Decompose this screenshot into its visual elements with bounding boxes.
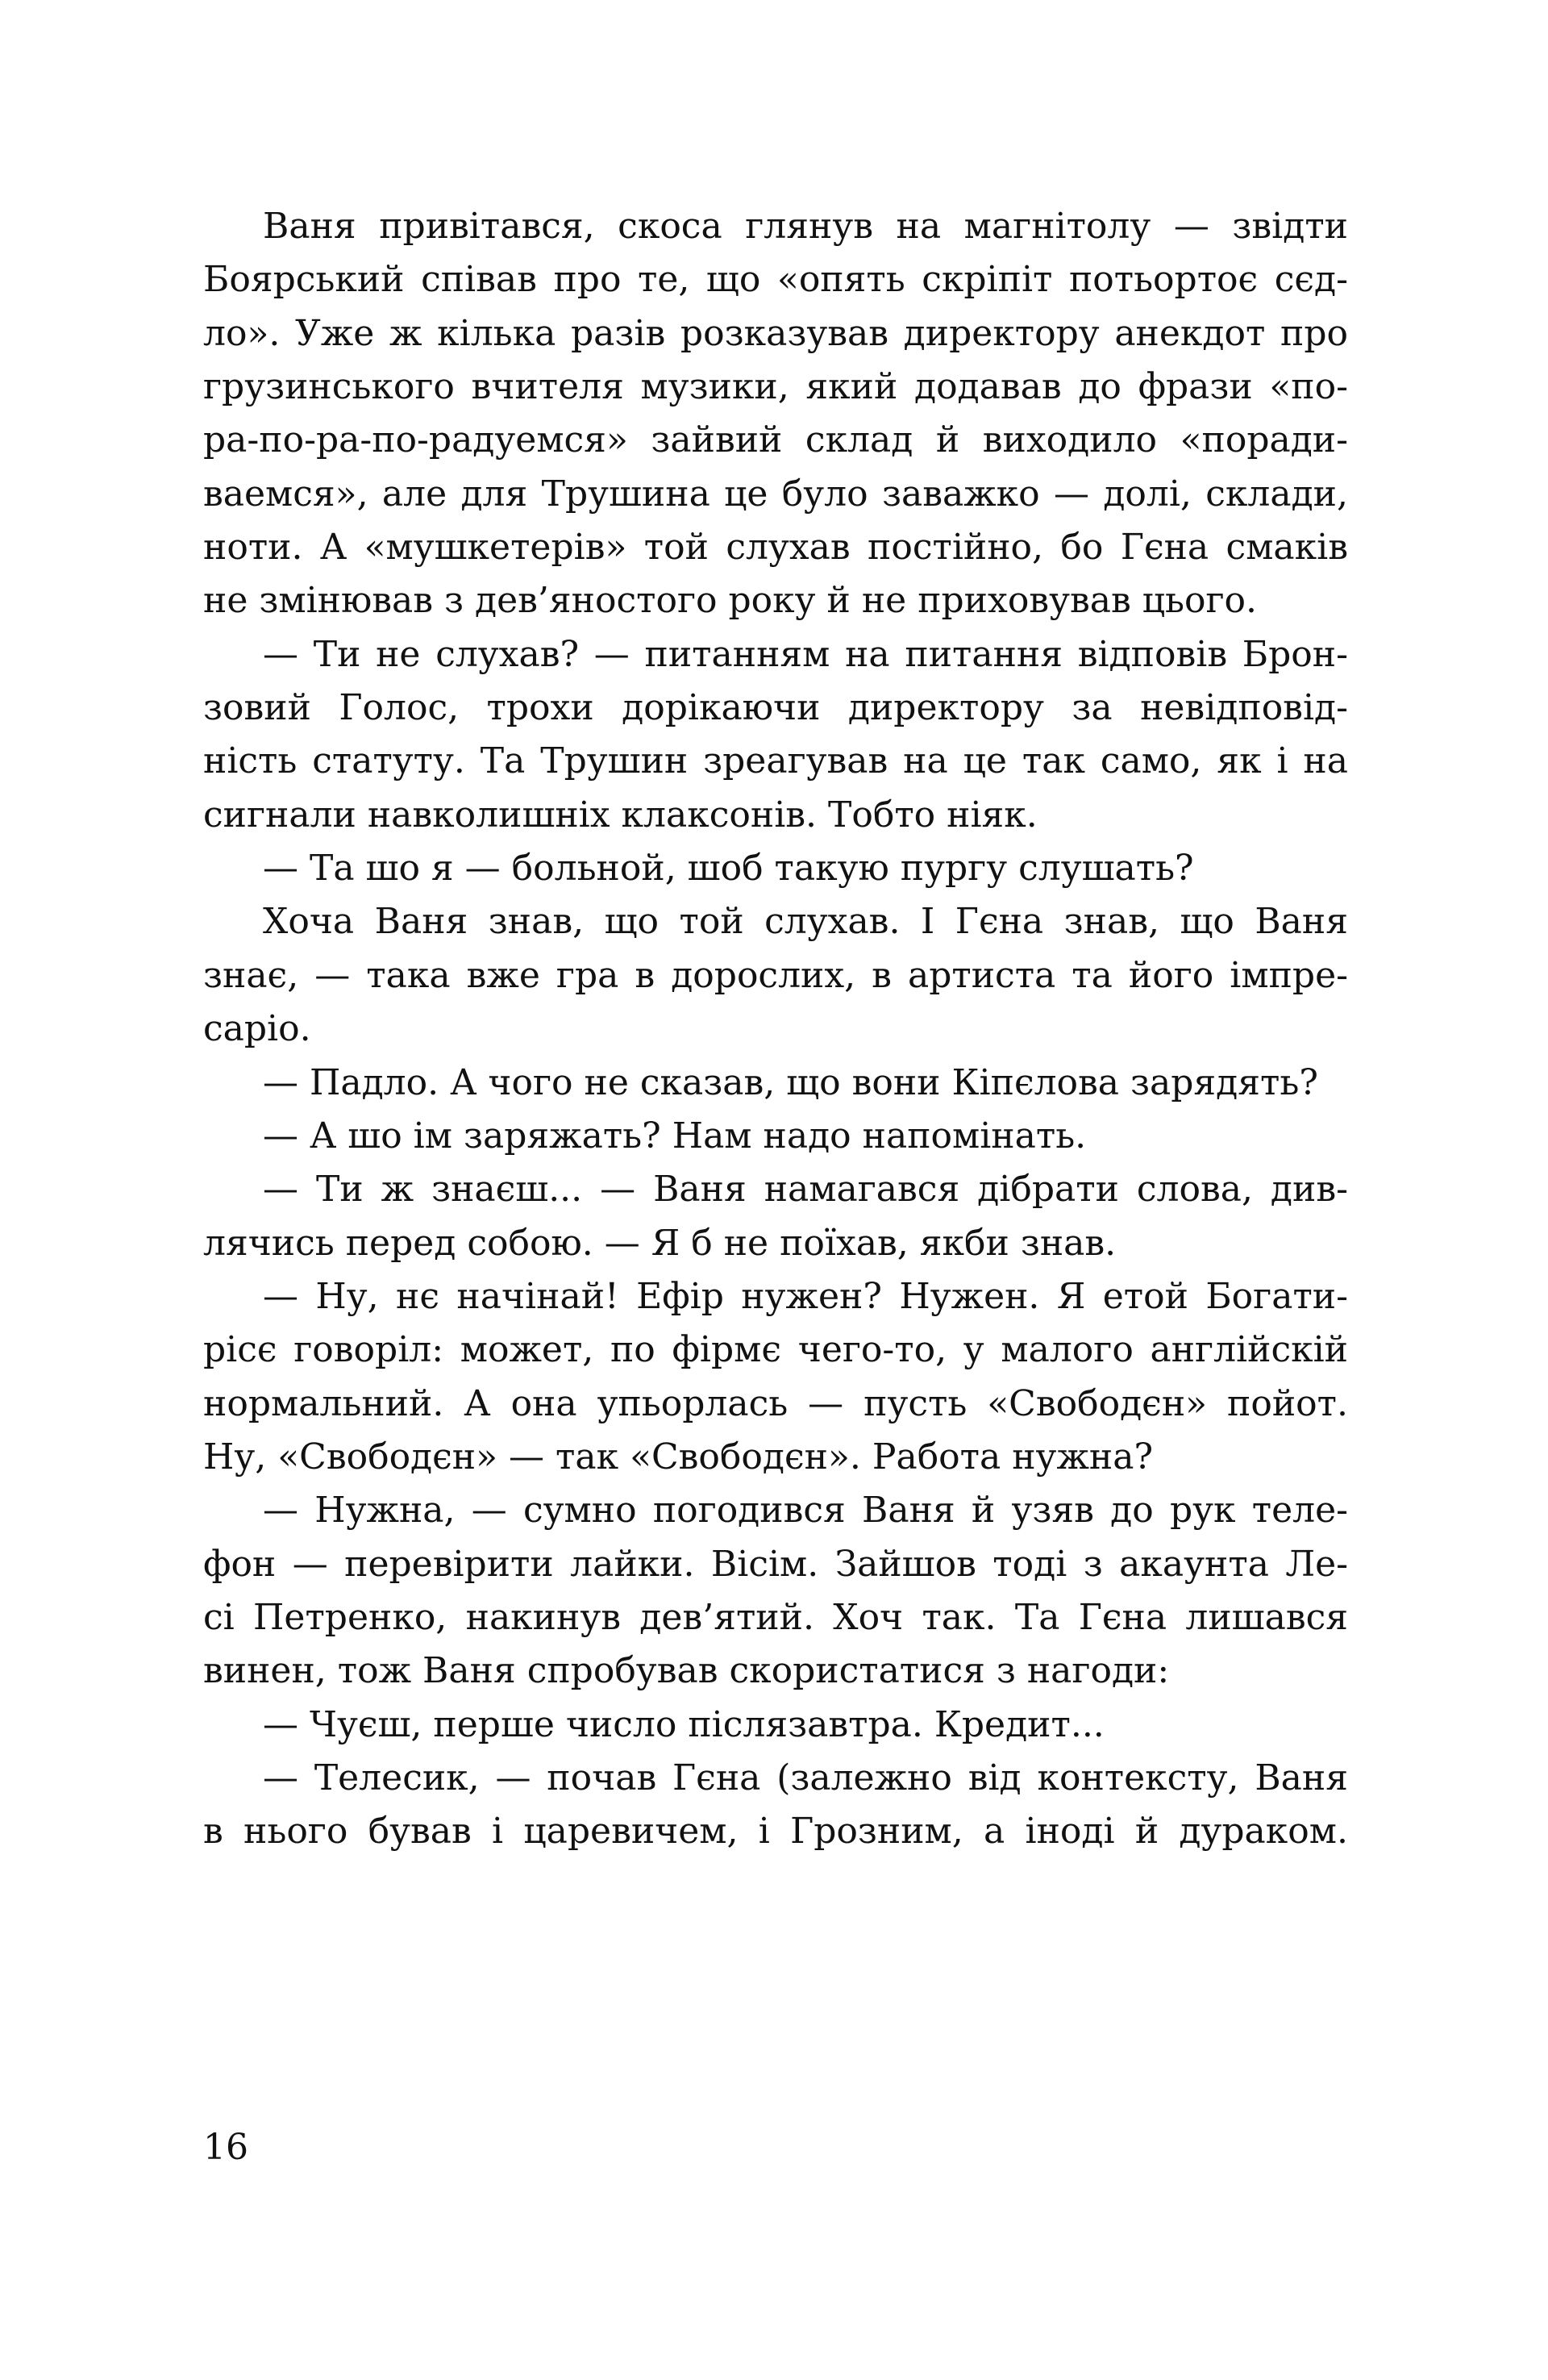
text-line: ність статуту. Та Трушин зреагував на це так само, як і на <box>203 740 1348 782</box>
text-line: Хоча Ваня знав, що той слухав. І Гєна знав, що Ваня <box>263 901 1348 943</box>
text-line: винен, тож Ваня спробував скористатися з нагоди: <box>203 1650 1170 1692</box>
text-line: грузинського вчителя музики, який додавав до фрази «по- <box>203 366 1348 408</box>
text-line: в нього бував і царевичем, і Грозним, а іноді й дураком. <box>203 1811 1348 1853</box>
text-line: — Ти ж знаєш... — Ваня намагався дібрати слова, див- <box>263 1169 1348 1211</box>
text-line: зовий Голос, трохи дорікаючи директору за невідповід- <box>203 687 1348 729</box>
text-line: рісє говоріл: может, по фірмє чего-то, у малого англійскій <box>203 1329 1348 1371</box>
text-line: — Чуєш, перше число післязавтра. Кредит... <box>263 1703 1105 1745</box>
text-line: — Ти не слухав? — питанням на питання відповів Брон- <box>263 633 1348 675</box>
text-line: — Нужна, — сумно погодився Ваня й узяв до рук теле- <box>263 1490 1348 1532</box>
body-text <box>203 200 1348 1859</box>
text-line: — Телесик, — почав Гєна (залежно від контексту, Ваня <box>263 1757 1348 1799</box>
text-line: ноти. А «мушкетерів» той слухав постійно, бо Гєна смаків <box>203 527 1348 569</box>
text-line: нормальний. А она упьорлась — пусть «Свободєн» пойот. <box>203 1382 1348 1424</box>
text-line: сигнали навколишніх клаксонів. Тобто ніяк. <box>203 794 1038 836</box>
text-line: сі Петренко, накинув дев’ятий. Хоч так. Та Гєна лишався <box>203 1596 1348 1638</box>
text-line: — Та шо я — больной, шоб такую пургу слушать? <box>263 848 1194 890</box>
text-line: ваемся», але для Трушина це було заважко — долі, склади, <box>203 473 1348 515</box>
text-line: ра-по-ра-по-радуемся» зайвий склад й виходило «поради- <box>203 419 1348 461</box>
text-line: Ваня привітався, скоса глянув на магнітолу — звідти <box>263 206 1348 247</box>
text-line: саріо. <box>203 1008 311 1050</box>
text-line: Ну, «Свободєн» — так «Свободєн». Работа нужна? <box>203 1436 1154 1478</box>
text-line: Боярський співав про те, що «опять скріпіт потьортоє сєд- <box>203 259 1348 301</box>
text-line: не змінював з дев’яностого року й не приховував цього. <box>203 580 1258 622</box>
page-number: 16 <box>203 2127 248 2168</box>
text-line: знає, — така вже гра в дорослих, в артиста та його імпре- <box>203 954 1348 996</box>
text-line: — А шо ім заряжать? Нам надо напомінать. <box>263 1115 1087 1157</box>
text-line: — Падло. А чого не сказав, що вони Кіпєлова зарядять? <box>263 1061 1318 1103</box>
text-line: ло». Уже ж кілька разів розказував директору анекдот про <box>203 312 1348 354</box>
text-line: лячись перед собою. — Я б не поїхав, якби знав. <box>203 1222 1117 1264</box>
text-line: фон — перевірити лайки. Вісім. Зайшов тоді з акаунта Ле- <box>203 1543 1348 1585</box>
text-line: — Ну, нє начінай! Ефір нужен? Нужен. Я етой Богати- <box>263 1275 1348 1317</box>
